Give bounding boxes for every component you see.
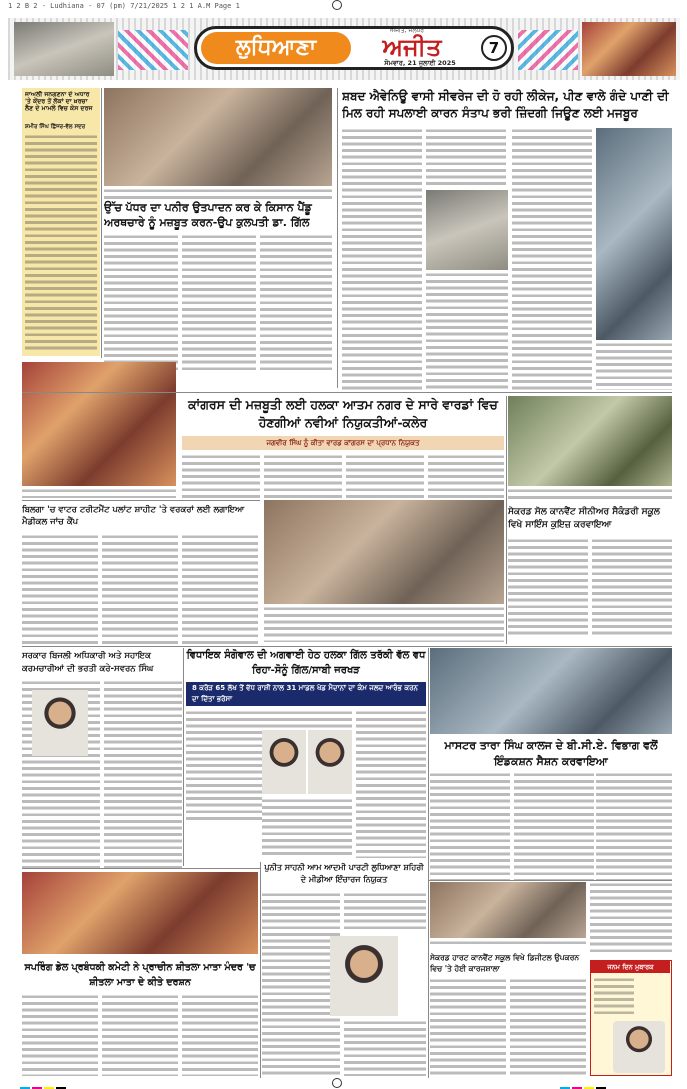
story-s11-body-col2 xyxy=(102,994,178,1076)
story-s4-body-col2 xyxy=(264,454,342,498)
story-s8-body-col3 xyxy=(262,798,352,858)
masthead-left-image xyxy=(14,22,114,76)
story-s3-body-col1 xyxy=(342,128,422,390)
puneet-sahni-portrait xyxy=(330,936,398,1016)
column-rule xyxy=(183,648,184,866)
story-s8-body-col4 xyxy=(356,710,426,858)
story-s4-body-col3 xyxy=(346,454,424,498)
story-s4-body-lower xyxy=(264,606,504,642)
registration-mark xyxy=(332,1078,342,1088)
college-event-photo xyxy=(430,648,672,734)
sonu-gill-portrait xyxy=(262,730,306,794)
meeting-photo xyxy=(104,88,332,186)
story-s2-body-col3 xyxy=(260,234,332,374)
dirty-water-bottle-photo xyxy=(596,128,672,340)
masthead-brand: ਅਜੀਤ xyxy=(382,33,442,61)
row-rule xyxy=(22,646,672,647)
story-s9-body-col3 xyxy=(596,772,672,880)
story-s1-byline: ਸ਼ਮੀਰ ਸਿੰਘ ਛਿੱਜਰ-ਵੱਲ ਸਦਰ xyxy=(25,124,86,130)
column-rule xyxy=(506,396,507,644)
print-line: 1 2 B 2 - Ludhiana - 07 (pm) 7/21/2025 1 2 1 A.M Page 1 xyxy=(8,2,240,10)
print-color-bar xyxy=(20,1080,140,1088)
story-s3-body-col4 xyxy=(512,128,592,390)
masthead-right-image xyxy=(582,22,676,76)
swaran-singh-portrait xyxy=(32,690,88,756)
story-s3-body-col3 xyxy=(426,272,508,390)
sheetla-mata-mandir-photo xyxy=(22,872,258,954)
row-rule xyxy=(22,500,260,501)
story-s9-body-col2 xyxy=(514,772,594,880)
registration-mark xyxy=(332,0,342,10)
story-s2-body-col2 xyxy=(182,234,256,374)
row-rule xyxy=(428,880,672,881)
story-s6-body-col1 xyxy=(508,538,588,638)
story-s3-body-col2 xyxy=(426,128,506,188)
story-s11-headline: ਸਪਰਿੰਗ ਡੇਲ ਪ੍ਰਬੰਧਕੀ ਕਮੇਟੀ ਨੇ ਪ੍ਰਾਚੀਨ ਸ਼ੀਤਲਾ ਮਾਤਾ ਮੰਦਰ 'ਚ ਸ਼ੀਤਲਾ ਮਾਤਾ ਦੇ ਕੀਤੇ ਦਰਸ਼ਨ xyxy=(24,962,256,988)
workshop-photo-caption xyxy=(430,940,586,948)
masthead-date: ਸੋਮਵਾਰ, 21 ਜੁਲਾਈ 2025 xyxy=(384,59,456,67)
story-s3-headline: ਸ਼ਬਦ ਐਵੇਨਿਊ ਵਾਸੀ ਸੀਵਰੇਜ ਦੀ ਹੋ ਰਹੀ ਲੀਕੇਜ, ਪੀਣ ਵਾਲੇ ਗੰਦੇ ਪਾਣੀ ਦੀ ਮਿਲ ਰਹੀ ਸਪਲਾਈ ਕਾਰਨ ਸੰਤਾਪ ਭਰੀ ਜ਼ਿੰਦਗੀ ਜਿਊਣ ਲਈ ਮਜਬੂਰ xyxy=(342,89,669,120)
story-s10-body-col1 xyxy=(262,892,340,1076)
story-s10-body-col3 xyxy=(344,1020,426,1076)
story-s5-body-col1 xyxy=(22,534,98,644)
story-s5-body-col3 xyxy=(182,534,258,644)
sewage-photo xyxy=(426,190,508,270)
story-s2-headline: ਉੱਚ ਪੱਧਰ ਦਾ ਪਨੀਰ ਉਤਪਾਦਨ ਕਰ ਕੇ ਕਿਸਾਨ ਪੈਂਡੂ ਅਰਥਚਾਰੇ ਨੂੰ ਮਜ਼ਬੂਤ ਕਰਨ-ਉਪ ਕੁਲਪਤੀ ਡਾ. ਗਿੱਲ xyxy=(104,201,312,229)
story-s6-headline: ਸੇਕਰਡ ਸੋਲ ਕਾਨਵੈਂਟ ਸੀਨੀਅਰ ਸੈਕੰਡਰੀ ਸਕੂਲ ਵਿਖੇ ਸਾਇੰਸ ਕੁਇਜ਼ ਕਰਵਾਇਆ xyxy=(508,507,660,530)
temple-event-photo xyxy=(22,362,176,486)
story-s12-headline: ਸੇਕਰਡ ਹਾਰਟ ਕਾਨਵੈਂਟ ਸਕੂਲ ਵਿਖੇ ਡਿਜੀਟਲ ਉਪਕਰਨ ਵਿਚ 'ਤੇ ਹੋਈ ਕਾਰਜਸ਼ਾਲਾ xyxy=(430,953,580,973)
congress-group-photo xyxy=(264,500,504,604)
birthday-child-photo xyxy=(613,1021,665,1073)
row-rule xyxy=(22,392,672,393)
story-s10-headline: ਪੁਨੀਤ ਸਾਹਨੀ ਆਮ ਆਦਮੀ ਪਾਰਟੀ ਲੁਧਿਆਣਾ ਸ਼ਹਿਰੀ ਦੇ ਮੀਡੀਆ ਇੰਚਾਰਜ ਨਿਯੁਕਤ xyxy=(264,863,424,884)
story-s3-body-col5 xyxy=(596,342,672,390)
meeting-photo-caption xyxy=(104,188,332,200)
masthead-pattern-right xyxy=(518,30,578,70)
story-s10-body-col2 xyxy=(344,892,426,932)
sabi-jarkhar-portrait xyxy=(308,730,352,794)
column-rule xyxy=(337,88,338,388)
masthead-pattern-left xyxy=(118,30,188,70)
story-s4-body-col1 xyxy=(182,454,260,498)
story-s8-body-col1 xyxy=(186,710,262,820)
story-s12-body-col1 xyxy=(430,978,506,1076)
story-s7-headline: ਸਰਕਾਰ ਬਿਜਲੀ ਅਧਿਕਾਰੀ ਅਤੇ ਸਹਾਇਕ ਕਰਮਚਾਰੀਆਂ ਦੀ ਭਰਤੀ ਕਰੇ-ਸਵਰਨ ਸਿੰਘ xyxy=(22,651,154,674)
story-s1-headline: ਜਾਅਲੀ ਜਨਗਣਨਾ ਦੇ ਅਧਾਰ 'ਤੇ ਕੇਂਦਰ ਤੋਂ ਲੋਕਾਂ ਦਾ ਖ਼ਰਚਾ ਲੈਣ ਦੇ ਮਾਮਲੇ ਵਿਚ ਕੇਸ ਦਰਜ xyxy=(25,91,93,113)
story-s5-headline: ਬਿਲਗਾ 'ਚ ਵਾਟਰ ਟਰੀਟਮੈਂਟ ਪਲਾਂਟ ਸ਼ਾਹੀਟ 'ਤੇ ਵਰਕਰਾਂ ਲਈ ਲਗਾਇਆ ਮੈਡੀਕਲ ਜਾਂਚ ਕੈਂਪ xyxy=(22,505,245,527)
story-s4-subhead: ਜਗਵੀਰ ਸਿੰਘ ਨੂੰ ਕੀਤਾ ਵਾਰਡ ਕਾਂਗਰਸ ਦਾ ਪ੍ਰਧਾਨ ਨਿਯੁਕਤ xyxy=(182,436,504,450)
row-rule xyxy=(22,868,260,869)
story-s9-headline: ਮਾਸਟਰ ਤਾਰਾ ਸਿੰਘ ਕਾਲਜ ਦੇ ਬੀ.ਸੀ.ਏ. ਵਿਭਾਗ ਵਲੋਂ ਇੰਡਕਸ਼ਨ ਸੈਸ਼ਨ ਕਰਵਾਇਆ xyxy=(444,739,658,768)
column-rule xyxy=(260,862,261,1078)
story-s8-headline: ਵਿਧਾਇਕ ਸੰਗੋਵਾਲ ਦੀ ਅਗਵਾਈ ਹੇਠ ਹਲਕਾ ਗਿੱਲ ਤਰੱਕੀ ਵੱਲ ਵਧ ਰਿਹਾ-ਸੋਨੂੰ ਗਿੱਲ/ਸਾਬੀ ਜਰਖੜ xyxy=(186,650,426,676)
column-rule xyxy=(101,88,102,358)
story-s1 xyxy=(22,88,100,356)
story-s1-body xyxy=(25,134,97,352)
story-s12-body-col2 xyxy=(510,978,586,1076)
story-s7-body-col2 xyxy=(104,680,182,868)
story-s11-body-col3 xyxy=(182,994,258,1076)
workshop-photo xyxy=(430,882,586,938)
story-s4-headline: ਕਾਂਗਰਸ ਦੀ ਮਜ਼ਬੂਤੀ ਲਈ ਹਲਕਾ ਆਤਮ ਨਗਰ ਦੇ ਸਾਰੇ ਵਾਰਡਾਂ ਵਿਚ ਹੋਣਗੀਆਂ ਨਵੀਆਂ ਨਿਯੁਕਤੀਆਂ-ਕਲੇਰ xyxy=(188,397,498,430)
story-s2-body-col1 xyxy=(104,234,178,374)
birthday-title: ਜਨਮ ਦਿਨ ਮੁਬਾਰਕ xyxy=(591,961,670,973)
temple-photo-caption xyxy=(22,488,176,498)
masthead xyxy=(8,18,680,80)
story-s11-body-col1 xyxy=(22,994,98,1076)
story-s6-body-col2 xyxy=(592,538,672,638)
science-quiz-photo xyxy=(508,396,672,486)
story-s4-body-col4 xyxy=(428,454,504,498)
print-color-bar xyxy=(560,1080,680,1088)
story-s8-bullet: 8 ਕਰੋੜ 65 ਲੱਖ ਤੋਂ ਵੱਧ ਰਾਸ਼ੀ ਨਾਲ 31 ਮਾਡਲ ਖੇਡ ਮੈਦਾਨਾਂ ਦਾ ਕੰਮ ਜਲਦ ਆਰੰਭ ਕਰਨ ਦਾ ਦਿੱਤਾ ਭਰੋਸਾ xyxy=(186,682,426,706)
column-rule xyxy=(428,648,429,1078)
science-quiz-photo-caption xyxy=(508,488,672,500)
masthead-logo-plate xyxy=(194,26,514,70)
page-number: 7 xyxy=(481,35,507,61)
masthead-city: ਲੁਧਿਆਣਾ xyxy=(201,32,351,64)
right-column-body xyxy=(590,882,672,956)
masthead-small-top: ਅਜੀਤ, ਜਲੰਧਰ xyxy=(389,27,424,34)
story-s8-body-col2 xyxy=(262,710,352,728)
story-s9-body-col1 xyxy=(430,772,510,880)
birthday-text xyxy=(594,977,634,1017)
story-s5-body-col2 xyxy=(102,534,178,644)
birthday-box xyxy=(590,960,672,1076)
